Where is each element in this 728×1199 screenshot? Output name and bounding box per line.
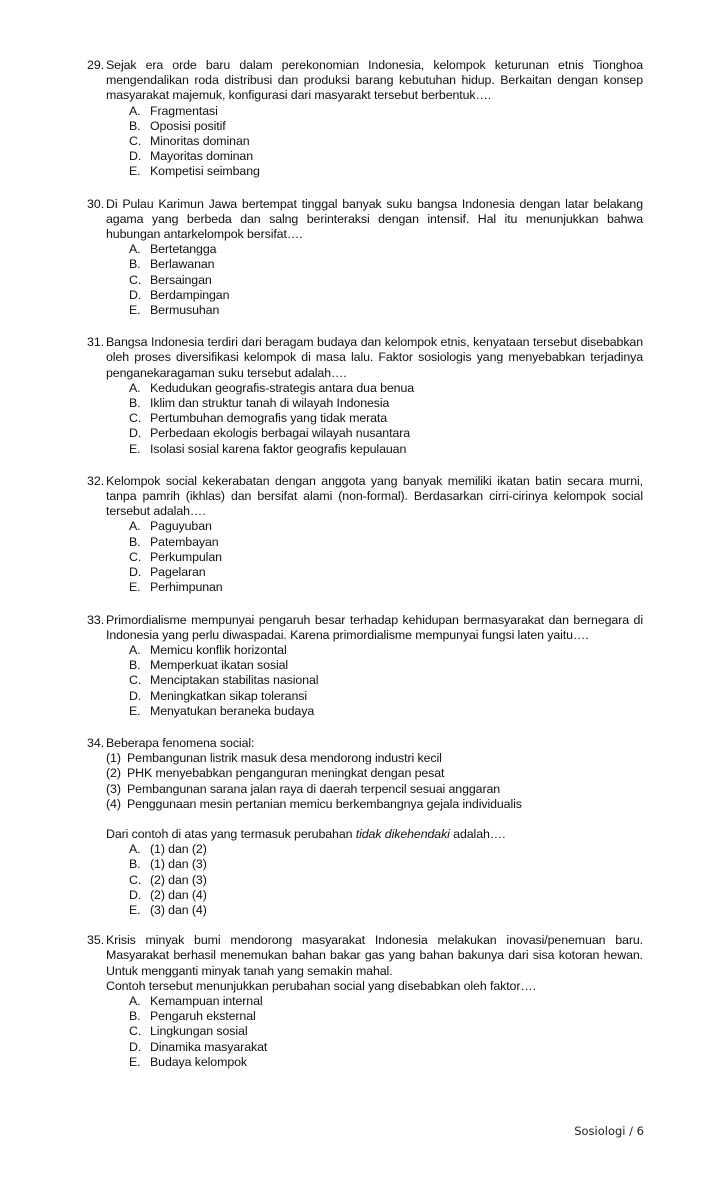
- option-list: [106, 242, 643, 318]
- option-e: E. Perhimpunan: [129, 580, 223, 595]
- question-31: [87, 335, 643, 457]
- question-text: Sejak era orde baru dalam perekonomian Indonesia, kelompok keturunan etnis Tionghoa mengendalikan roda distribusi dan produksi barang kebutuhan hidup. Berkaitan dengan konsep masyarakat majemuk, konfigurasi dari masyarakt tersebut berbentuk….: [106, 58, 643, 103]
- question-number: 31.: [87, 335, 105, 350]
- question-33: [87, 613, 643, 719]
- phenomenon-item: (1) Pembangunan listrik masuk desa mendorong industri kecil: [106, 751, 442, 766]
- question-text: Kelompok social kekerabatan dengan anggota yang banyak memiliki ikatan batin secara murni, tanpa pamrih (ikhlas) dan bersifat alami (non-formal). Berdasarkan cirri-cirinya kelompok social tersebut adalah….: [106, 473, 643, 519]
- option-e: E. (3) dan (4): [129, 902, 207, 917]
- option-e: E. Menyatukan beraneka budaya: [129, 703, 315, 718]
- option-d: D. Pagelaran: [129, 565, 206, 580]
- question-29: [87, 58, 643, 180]
- option-list: [106, 994, 643, 1070]
- phenomenon-item: (4) Penggunaan mesin pertanian memicu berkembangnya gejala individualis: [106, 796, 522, 811]
- question-35: [87, 933, 643, 1070]
- option-c: C. Perkumpulan: [129, 549, 222, 564]
- option-b: B. Iklim dan struktur tanah di wilayah Indonesia: [129, 396, 390, 411]
- option-d: D. (2) dan (4): [129, 887, 207, 902]
- question-list: [87, 58, 643, 1087]
- question-number: 32.: [87, 473, 105, 488]
- option-list: [106, 104, 643, 180]
- option-d: D. Mayoritas dominan: [129, 149, 253, 164]
- option-a: A. (1) dan (2): [129, 842, 207, 857]
- option-e: E. Kompetisi seimbang: [129, 164, 260, 179]
- option-b: B. (1) dan (3): [129, 857, 207, 872]
- option-a: A. Fragmentasi: [129, 103, 218, 118]
- option-b: B. Pengaruh eksternal: [129, 1009, 256, 1024]
- phenomenon-item: (3) Pembangunan sarana jalan raya di daerah terpencil sesuai anggaran: [106, 781, 501, 796]
- question-34: [87, 736, 643, 918]
- option-d: D. Meningkatkan sikap toleransi: [129, 688, 307, 703]
- question-prompt: Dari contoh di atas yang termasuk perubahan tidak dikehendaki adalah….: [106, 826, 506, 841]
- option-b: B. Oposisi positif: [129, 118, 226, 133]
- option-c: C. Minoritas dominan: [129, 134, 250, 149]
- option-b: B. Patembayan: [129, 534, 219, 549]
- option-a: A. Bertetangga: [129, 242, 217, 257]
- question-number: 29.: [87, 58, 105, 72]
- option-list: [106, 643, 643, 719]
- option-a: A. Kemampuan internal: [129, 993, 263, 1008]
- question-number: 35.: [87, 933, 105, 948]
- question-number: 33.: [87, 612, 105, 627]
- option-c: C. Menciptakan stabilitas nasional: [129, 673, 319, 688]
- question-intro: Beberapa fenomena social:: [106, 735, 255, 750]
- option-c: C. Lingkungan sosial: [129, 1024, 248, 1039]
- phenomena-list: [106, 751, 643, 812]
- question-text: Primordialisme mempunyai pengaruh besar terhadap kehidupan bermasyarakat dan bernegara di Indonesia yang perlu diwaspadai. Karena primordialisme mempunyai fungsi laten yaitu….: [106, 612, 643, 642]
- option-e: E. Bermusuhan: [129, 303, 220, 318]
- option-b: B. Berlawanan: [129, 257, 215, 272]
- option-a: A. Paguyuban: [129, 519, 212, 534]
- question-text: Krisis minyak bumi mendorong masyarakat Indonesia melakukan inovasi/penemuan baru. Masyarakat berhasil menemukan bahan bakar gas yang bahan bakunya dari sisa kotoran hewan. Untuk mengganti minyak tanah yang semakin mahal.: [106, 933, 643, 978]
- question-30: [87, 197, 643, 319]
- question-number: 34.: [87, 735, 105, 750]
- option-list: [106, 381, 643, 457]
- option-c: C. Pertumbuhan demografis yang tidak merata: [129, 411, 388, 426]
- option-list: [106, 842, 643, 918]
- question-text: Bangsa Indonesia terdiri dari beragam budaya dan kelompok etnis, kenyataan tersebut disebabkan oleh proses diversifikasi kelompok di masa lalu. Faktor sosiologis yang menyebabkan terjadinya penganekaragaman suku tersebut adalah….: [106, 335, 643, 380]
- option-b: B. Memperkuat ikatan sosial: [129, 658, 289, 673]
- option-d: D. Berdampingan: [129, 287, 230, 302]
- option-list: [106, 519, 643, 595]
- question-32: [87, 474, 643, 596]
- option-e: E. Isolasi sosial karena faktor geografis kepulauan: [129, 441, 407, 456]
- option-e: E. Budaya kelompok: [129, 1054, 247, 1069]
- option-d: D. Dinamika masyarakat: [129, 1039, 268, 1054]
- option-c: C. (2) dan (3): [129, 872, 207, 887]
- option-a: A. Memicu konflik horizontal: [129, 642, 287, 657]
- question-text: Di Pulau Karimun Jawa bertempat tinggal banyak suku bangsa Indonesia dengan latar belakang agama yang berbeda dan salng berinteraksi dengan intensif. Hal itu menunjukkan bahwa hubungan antarkelompok bersifat….: [106, 196, 643, 242]
- option-a: A. Kedudukan geografis-strategis antara dua benua: [129, 380, 415, 395]
- option-c: C. Bersaingan: [129, 272, 212, 287]
- question-number: 30.: [87, 196, 105, 211]
- question-prompt: Contoh tersebut menunjukkan perubahan social yang disebabkan oleh faktor….: [106, 978, 536, 993]
- page-footer: Sosiologi / 6: [574, 1124, 644, 1138]
- phenomenon-item: (2) PHK menyebabkan penganguran meningkat dengan pesat: [106, 766, 445, 781]
- option-d: D. Perbedaan ekologis berbagai wilayah nusantara: [129, 426, 411, 441]
